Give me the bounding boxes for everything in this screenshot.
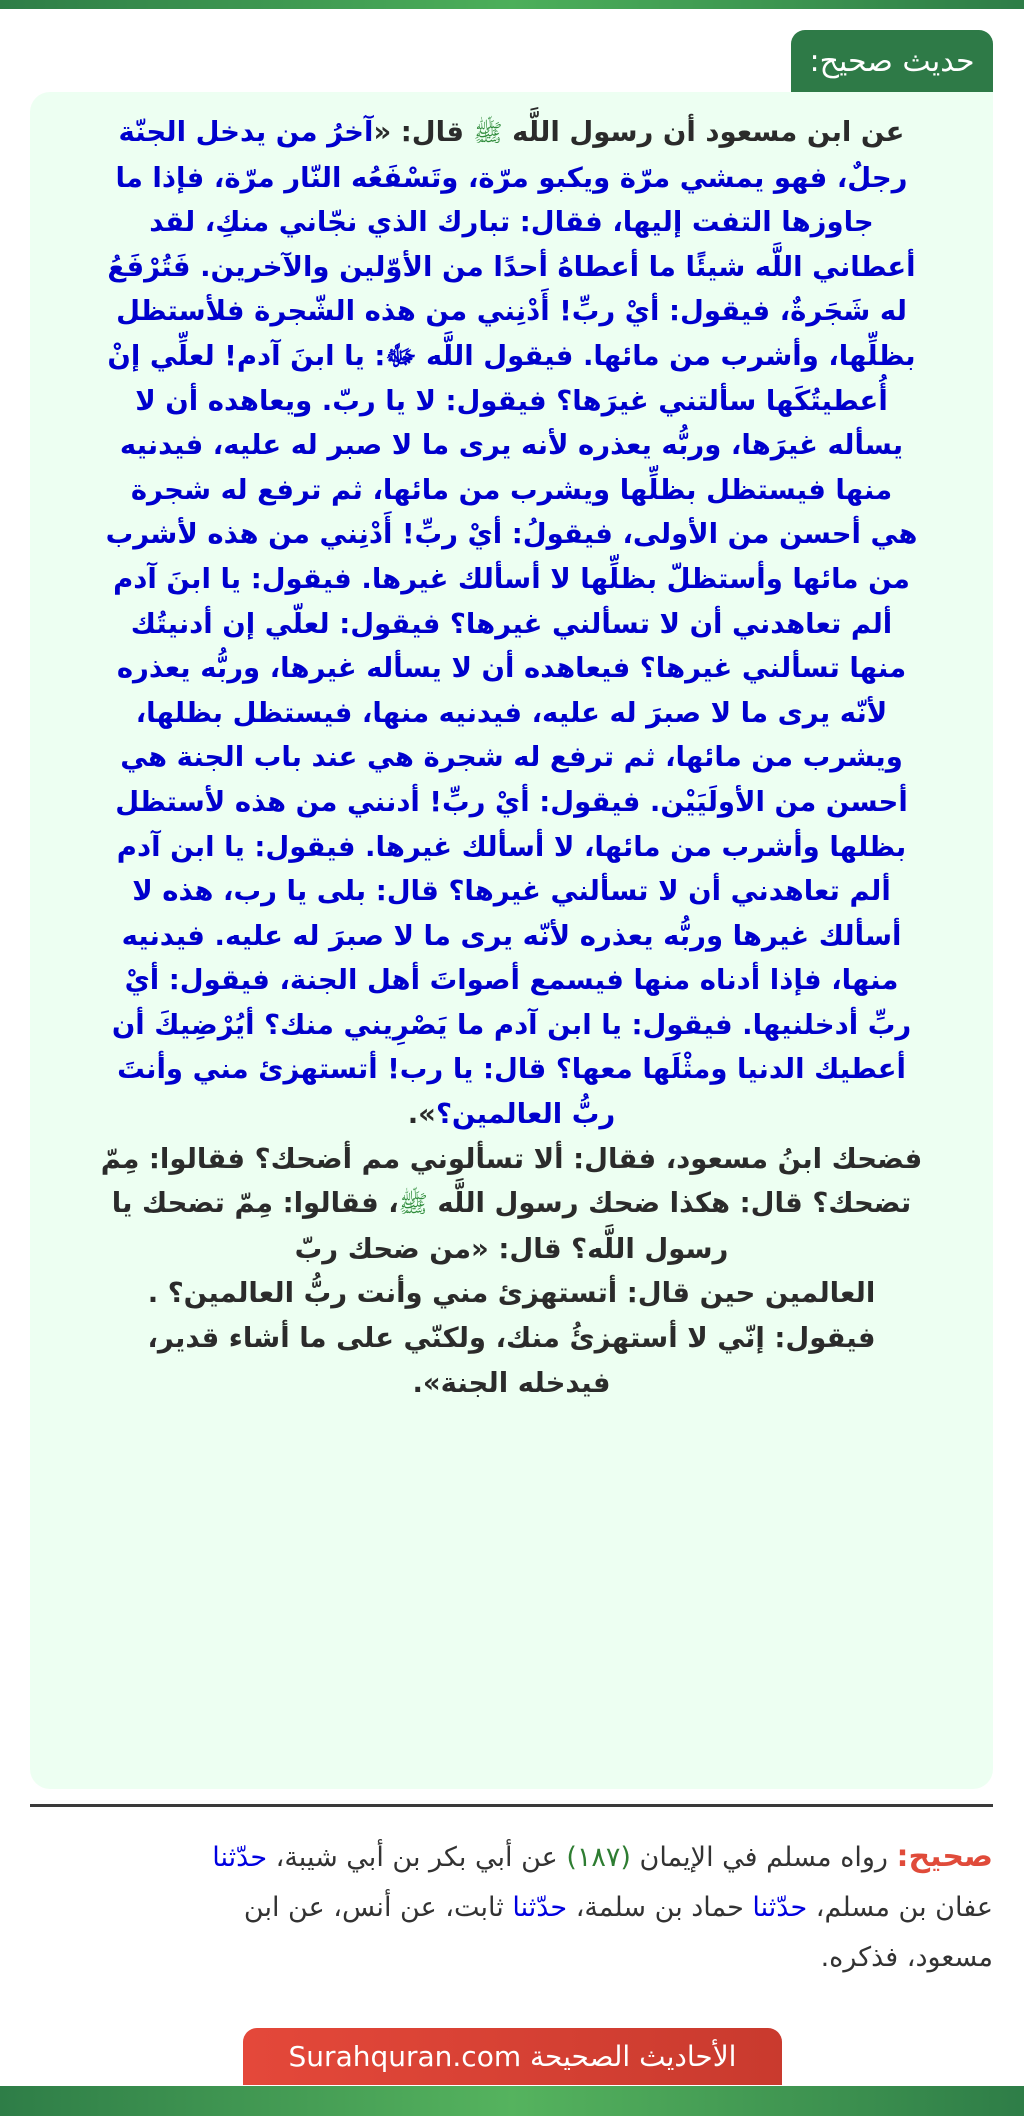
hadith-text-segment: رجلٌ، فهو يمشي مرّة ويكبو مرّة، وتَسْفَعُه النّار مرّة، فإذا ما — [115, 161, 908, 194]
hadith-text-segment: أعطاني اللَّه شيئًا ما أعطاهُ أحدًا من الأوّلين والآخرين. فَتُرْفَعُ — [107, 250, 916, 283]
hadith-text-segment: أُعطيتُكَها سألتني غيرَها؟ فيقول: لا يا ربّ. ويعاهده أن لا — [135, 384, 888, 417]
hadith-text-segment: أعطيك الدنيا ومثْلَها معها؟ قال: يا رب! أتستهزئ مني وأنتَ — [117, 1053, 906, 1086]
hadith-text-segment: له شَجَرةٌ، فيقول: أيْ ربِّ! أَدْنِني من هذه الشّجرة فلأستظل — [116, 295, 907, 328]
hadith-line — [46, 512, 977, 557]
hadith-text-segment: ». — [407, 1098, 436, 1131]
hadith-line — [46, 914, 977, 959]
narration-link[interactable]: حدّثنا — [212, 1842, 268, 1873]
bottom-decorative-bar — [0, 2086, 1024, 2116]
hadith-text-segment: منها فيستظل بظلِّها ويشرب من مائها، ثم ترفع له شجرة — [130, 473, 893, 506]
site-badge-label: الأحاديث الصحيحة Surahquran.com — [288, 2040, 737, 2073]
hadith-line — [46, 1361, 977, 1406]
hadith-text-box — [30, 92, 993, 1789]
narration-link[interactable]: حدّثنا — [752, 1892, 808, 1923]
hadith-text-segment: هي أحسن من الأولى، فيقولُ: أيْ ربِّ! أَدْنِني من هذه لأشرب — [105, 518, 918, 551]
hadith-line — [46, 379, 977, 424]
hadith-text-segment: فيدخله الجنة». — [412, 1366, 611, 1399]
hadith-line — [46, 780, 977, 825]
hadith-text-segment: بظلِّها، وأشرب من مائها. فيقول اللَّه ﷻ: يا ابنَ آدم! لعلِّي إنْ — [107, 339, 916, 372]
hadith-text-segment: ألم تعاهدني أن لا تسألني غيرها؟ قال: بلى يا رب، هذه لا — [132, 875, 891, 908]
source-line-2 — [30, 1883, 993, 1933]
reference-number: (١٨٧) — [566, 1842, 631, 1873]
salawat-icon: ﷺ — [473, 119, 503, 147]
narration-link[interactable]: حدّثنا — [512, 1892, 568, 1923]
hadith-text-segment: ، فقالوا: مِمّ تضحك يا — [111, 1187, 399, 1220]
hadith-text-segment: آخرُ من يدخل الجنّة — [118, 116, 374, 148]
hadith-line — [46, 1092, 977, 1137]
source-text: مسعود، فذكره. — [820, 1942, 993, 1973]
hadith-text-segment: ويشرب من مائها، ثم ترفع له شجرة هي عند باب الجنة هي — [120, 741, 903, 774]
hadith-text-segment: أسألك غيرها وربُّه يعذره لأنّه يرى ما لا صبرَ له عليه. فيدنيه — [121, 919, 902, 952]
hadith-grade-tab — [791, 30, 993, 92]
hadith-text-segment: فيقول: إنّي لا أستهزئُ منك، ولكنّي على ما أشاء قدير، — [147, 1322, 876, 1355]
source-line-1 — [30, 1832, 993, 1883]
hadith-line — [46, 245, 977, 290]
salawat-icon: ﷺ — [398, 1190, 428, 1219]
source-text: رواه مسلم في الإيمان — [630, 1842, 897, 1873]
hadith-line — [46, 289, 977, 334]
hadith-text-segment: منها تسألني غيرها؟ فيعاهده أن لا يسأله غيرها، وربُّه يعذره — [116, 652, 907, 685]
hadith-text-segment: أحسن من الأولَيَيْن. فيقول: أيْ ربِّ! أدنني من هذه لأستظل — [115, 785, 908, 818]
hadith-text-segment: ألم تعاهدني أن لا تسألني غيرها؟ فيقول: لعلّي إن أدنيتُك — [130, 607, 893, 640]
hadith-line — [46, 646, 977, 691]
source-text: ثابت، عن أنس، عن ابن — [243, 1892, 513, 1923]
site-badge[interactable] — [243, 2028, 782, 2085]
hadith-tab-label: حديث صحيح: — [809, 43, 975, 79]
grade-label: صحيح: — [896, 1839, 993, 1874]
hadith-text-segment: رسول اللَّه؟ قال: «من ضحك ربّ — [294, 1232, 729, 1265]
hadith-text-segment: منها، فإذا أدناه منها فيسمع أصواتَ أهل الجنة، فيقول: أيْ — [124, 964, 899, 997]
source-line-3 — [30, 1933, 993, 1983]
hadith-text-segment: تضحك؟ قال: هكذا ضحك رسول اللَّه — [427, 1187, 912, 1220]
hadith-line — [46, 1316, 977, 1361]
hadith-source-citation — [30, 1832, 993, 1983]
hadith-line — [46, 334, 977, 379]
hadith-text-segment: لأنّه يرى ما لا صبرَ له عليه، فيدنيه منها، فيستظل بظلها، — [135, 696, 888, 729]
hadith-line — [46, 557, 977, 602]
hadith-line — [46, 156, 977, 201]
top-decorative-bar — [0, 0, 1024, 9]
source-text: عفان بن مسلم، — [807, 1892, 993, 1923]
hadith-line — [46, 602, 977, 647]
hadith-line — [46, 1137, 977, 1182]
hadith-line — [46, 1227, 977, 1272]
hadith-line — [46, 1271, 977, 1316]
hadith-line — [46, 869, 977, 914]
source-text: حماد بن سلمة، — [567, 1892, 753, 1923]
hadith-line — [46, 423, 977, 468]
hadith-text-segment: ربِّ أدخلنيها. فيقول: يا ابن آدم ما يَصْرِيني منك؟ أيُرْضِيكَ أن — [111, 1008, 912, 1041]
hadith-text-segment: قال: « — [373, 116, 474, 148]
hadith-text-segment: جاوزها التفت إليها، فقال: تبارك الذي نجّاني منكِ، لقد — [149, 206, 874, 239]
hadith-line — [46, 825, 977, 870]
section-divider — [30, 1804, 993, 1807]
hadith-line — [46, 110, 977, 156]
hadith-line — [46, 691, 977, 736]
hadith-line — [46, 1047, 977, 1092]
hadith-text-segment: العالمين حين قال: أتستهزئ مني وأنت ربُّ العالمين؟ . — [147, 1277, 876, 1310]
hadith-line — [46, 200, 977, 245]
source-text: عن أبي بكر بن أبي شيبة، — [267, 1842, 567, 1873]
hadith-text-segment: يسأله غيرَها، وربُّه يعذره لأنه يرى ما لا صبر له عليه، فيدنيه — [119, 429, 904, 462]
hadith-line — [46, 958, 977, 1003]
hadith-line — [46, 468, 977, 513]
hadith-text-segment: فضحك ابنُ مسعود، فقال: ألا تسألوني مم أضحك؟ فقالوا: مِمّ — [100, 1142, 923, 1175]
hadith-text-segment: عن ابن مسعود أن رسول اللَّه — [502, 116, 905, 148]
hadith-text-segment: ربُّ العالمين؟ — [435, 1098, 616, 1131]
hadith-text-segment: من مائها وأستظلّ بظلِّها لا أسألك غيرها. فيقول: يا ابنَ آدم — [113, 562, 910, 595]
hadith-text-segment: بظلها وأشرب من مائها، لا أسألك غيرها. فيقول: يا ابن آدم — [116, 830, 907, 863]
hadith-line — [46, 1003, 977, 1048]
hadith-line — [46, 735, 977, 780]
hadith-line — [46, 1181, 977, 1227]
